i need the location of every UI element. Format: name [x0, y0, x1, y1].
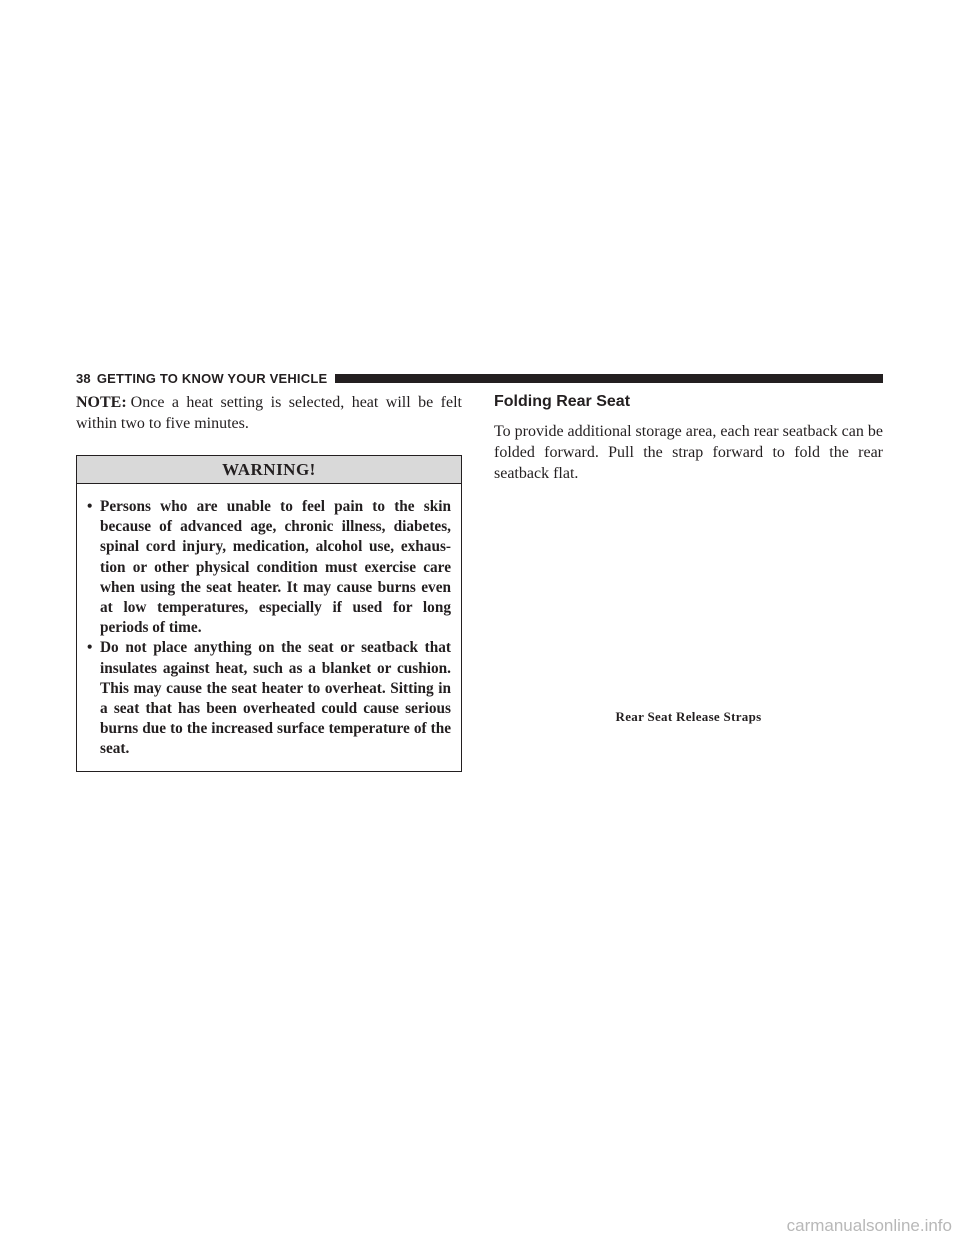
right-column — [494, 392, 883, 484]
warning-title: WARNING! — [77, 456, 461, 484]
section-heading: Folding Rear Seat — [494, 393, 631, 410]
bullet-icon: • — [87, 639, 93, 657]
figure-caption: Rear Seat Release Straps — [615, 709, 762, 724]
watermark: carmanualsonline.info — [786, 1216, 952, 1235]
header-rule — [335, 374, 883, 383]
header-text — [76, 371, 335, 386]
page-number: 38 — [76, 370, 91, 386]
figure-placeholder — [494, 478, 883, 704]
section-body: To provide additional storage area, each rear seatback can be folded forward. Pull the strap forward to fold the rear seatback flat. — [494, 423, 883, 482]
warning-item — [85, 638, 451, 759]
warning-item-text: Do not place anything on the seat or seatback that insulates against heat, such as a blanket or cushion. This may cause the seat heater to overheat. Sitting in a seat that has been overheated could cause serious burns due to the increased surface temperature of the seat. — [100, 639, 451, 758]
note-text: Once a heat setting is selected, heat will be felt within two to five minutes. — [76, 394, 462, 432]
warning-item-text: Persons who are unable to feel pain to the skin because of advanced age, chronic illness, diabetes, spinal cord injury, medication, alcohol use, exhaus- tion or other physical condition must exercise care when using the seat heater. It may cause burns even at low temperatures, especially if used for long periods of time. — [100, 498, 451, 637]
warning-item — [85, 497, 451, 638]
note-paragraph — [76, 392, 462, 434]
warning-box — [76, 455, 462, 772]
note-label: NOTE: — [76, 394, 127, 411]
bullet-icon: • — [87, 498, 93, 515]
warning-list — [77, 484, 461, 771]
running-header — [76, 370, 883, 386]
left-column — [76, 392, 462, 772]
header-section-title: GETTING TO KNOW YOUR VEHICLE — [96, 370, 328, 386]
